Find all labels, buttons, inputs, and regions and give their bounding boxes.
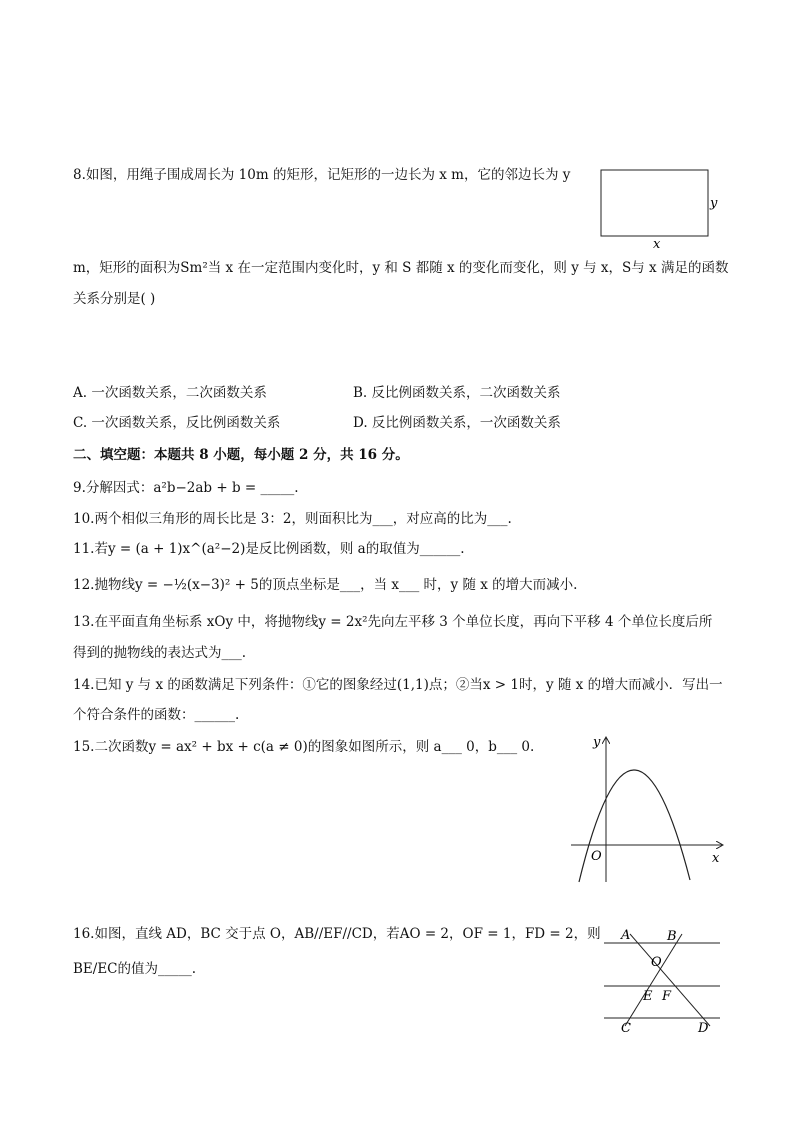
q8-line-1: 8.如图，用绳子围成周长为 10m 的矩形，记矩形的一边长为 x m，它的邻边长为 y <box>73 167 571 183</box>
q8-line-3: 关系分别是( ) <box>73 291 156 307</box>
q16-label-f: F <box>662 989 672 1004</box>
q16-label-c: C <box>621 1021 631 1036</box>
q16-label-b: B <box>667 929 677 944</box>
q8-line-2: m，矩形的面积为Sm²当 x 在一定范围内变化时，y 和 S 都随 x 的变化而变化，则 y 与 x，S与 x 满足的函数 <box>73 260 729 276</box>
q16-label-o: O <box>651 955 662 970</box>
q8-option-b: B. 反比例函数关系，二次函数关系 <box>353 385 561 401</box>
q8-label-x: x <box>653 237 661 252</box>
q10: 10.两个相似三角形的周长比是 3：2，则面积比为___，对应高的比为___. <box>73 511 512 527</box>
q8-option-d: D. 反比例函数关系，一次函数关系 <box>353 415 561 431</box>
q16-line-ad <box>630 934 710 1026</box>
q8-label-y: y <box>710 196 718 211</box>
q8-option-a: A. 一次函数关系，二次函数关系 <box>73 385 267 401</box>
section-2-title: 二、填空题：本题共 8 小题，每小题 2 分，共 16 分。 <box>73 447 409 463</box>
q9: 9.分解因式：a²b−2ab + b = _____. <box>73 480 299 496</box>
q8-rectangle-figure <box>596 166 726 256</box>
q14-line-2: 个符合条件的函数：______. <box>73 707 240 723</box>
q15-parabola-graph <box>566 732 736 892</box>
q13-line-2: 得到的抛物线的表达式为___. <box>73 645 247 661</box>
q16-label-a: A <box>621 928 631 943</box>
q15-parabola <box>579 770 690 882</box>
q16-label-d: D <box>698 1021 709 1036</box>
q13-line-1: 13.在平面直角坐标系 xOy 中，将抛物线y = 2x²先向左平移 3 个单位长度，再向下平移 4 个单位长度后所 <box>73 614 713 630</box>
q15-label-o: O <box>591 849 602 864</box>
q14-line-1: 14.已知 y 与 x 的函数满足下列条件：①它的图象经过(1,1)点；②当x > 1时，y 随 x 的增大而减小．写出一 <box>73 677 723 693</box>
q11: 11.若y = (a + 1)x^(a²−2)是反比例函数，则 a的取值为______. <box>73 541 465 557</box>
q15-label-x: x <box>712 851 720 866</box>
q15-label-y: y <box>593 735 601 750</box>
q16-parallel-lines-figure <box>596 922 726 1038</box>
q16-line-2: BE/EC的值为_____. <box>73 961 197 977</box>
q8-option-c: C. 一次函数关系，反比例函数关系 <box>73 415 281 431</box>
q8-rectangle <box>601 170 708 236</box>
q12: 12.抛物线y = −½(x−3)² + 5的顶点坐标是___，当 x___ 时，y 随 x 的增大而减小. <box>73 577 578 593</box>
q16-line-1: 16.如图，直线 AD，BC 交于点 O，AB//EF//CD，若AO = 2，OF = 1，FD = 2，则 <box>73 926 601 942</box>
q15-text: 15.二次函数y = ax² + bx + c(a ≠ 0)的图象如图所示，则 a___ 0，b___ 0. <box>73 739 535 755</box>
q16-line-bc <box>625 934 682 1026</box>
q16-label-e: E <box>643 989 653 1004</box>
